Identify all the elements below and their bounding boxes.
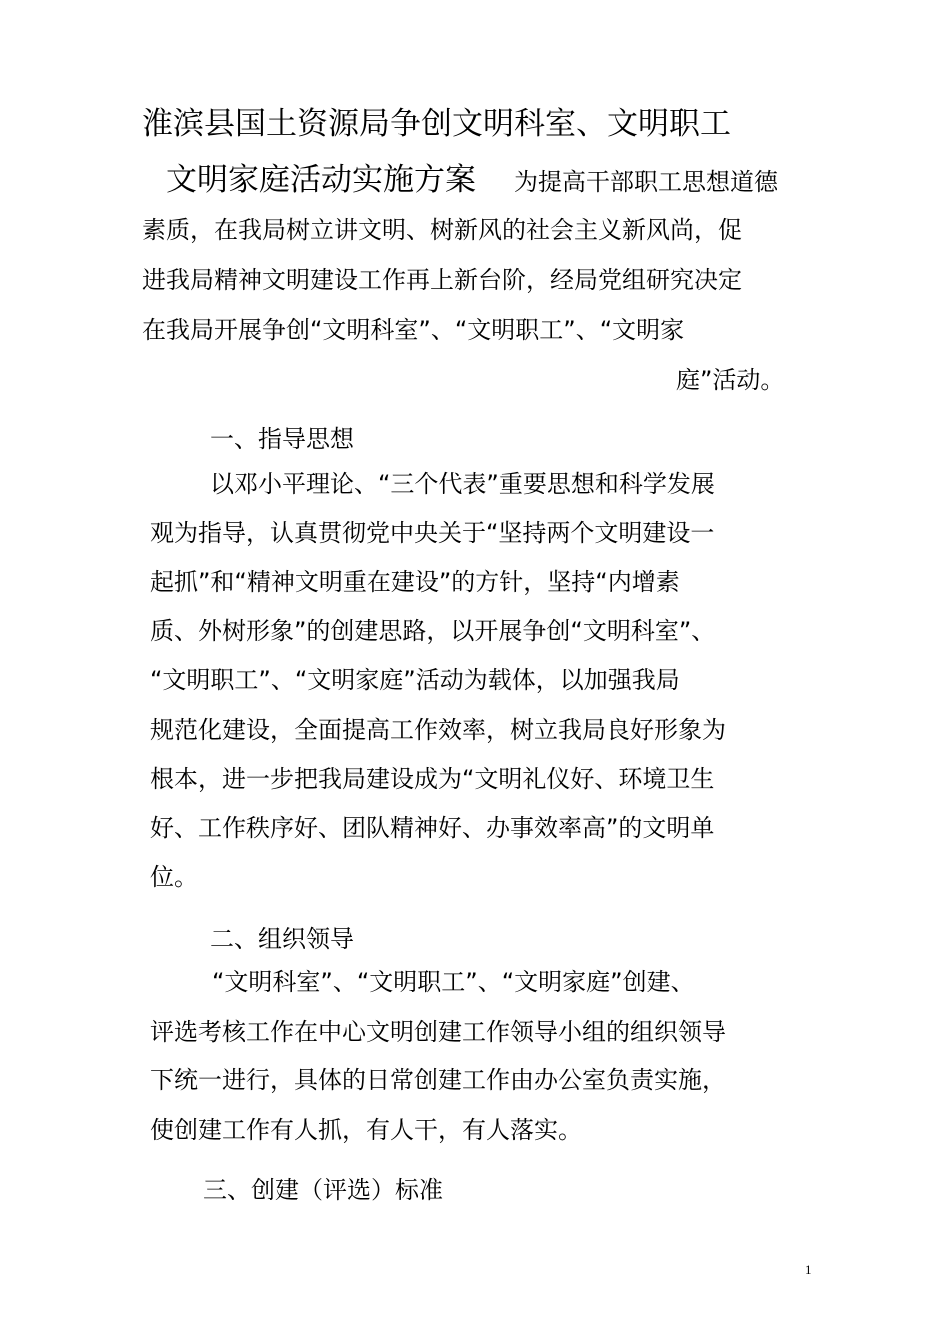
section-heading-2: 二、组织领导 [210, 925, 354, 953]
section1-line-2: 观为指导，认真贯彻党中央关于“坚持两个文明建设一 [150, 519, 715, 547]
intro-line-1: 为提高干部职工思想道德 [514, 168, 778, 196]
section2-line-4: 使创建工作有人抓，有人干，有人落实。 [150, 1116, 582, 1144]
intro-line-5: 庭”活动。 [676, 366, 785, 394]
section1-line-5: “文明职工”、“文明家庭”活动为载体，以加强我局 [150, 666, 680, 694]
intro-line-4: 在我局开展争创“文明科室”、“文明职工”、“文明家 [142, 316, 685, 344]
section1-line-6: 规范化建设，全面提高工作效率，树立我局良好形象为 [150, 716, 726, 744]
section-heading-1: 一、指导思想 [210, 425, 354, 453]
section1-line-4: 质、外树形象”的创建思路，以开展争创“文明科室”、 [150, 617, 716, 645]
section2-line-3: 下统一进行，具体的日常创建工作由办公室负责实施， [150, 1066, 726, 1094]
page-number: 1 [805, 1262, 812, 1277]
section-heading-3: 三、创建（评选）标准 [203, 1176, 443, 1204]
document-title-line-1: 淮滨县国土资源局争创文明科室、文明职工 [142, 106, 731, 142]
section1-line-7: 根本，进一步把我局建设成为“文明礼仪好、环境卫生 [150, 765, 715, 793]
intro-line-2: 素质，在我局树立讲文明、树新风的社会主义新风尚，促 [142, 216, 742, 244]
section1-line-1: 以邓小平理论、“三个代表”重要思想和科学发展 [210, 470, 715, 498]
intro-line-3: 进我局精神文明建设工作再上新台阶，经局党组研究决定 [142, 266, 742, 294]
section2-line-2: 评选考核工作在中心文明创建工作领导小组的组织领导 [150, 1018, 726, 1046]
section1-line-9: 位。 [150, 863, 198, 891]
section2-line-1: “文明科室”、“文明职工”、“文明家庭”创建、 [212, 968, 695, 996]
section1-line-3: 起抓”和“精神文明重在建设”的方针，坚持“内增素 [150, 568, 680, 596]
section1-line-8: 好、工作秩序好、团队精神好、办事效率高”的文明单 [150, 814, 715, 842]
document-title-line-2: 文明家庭活动实施方案 [166, 162, 476, 198]
